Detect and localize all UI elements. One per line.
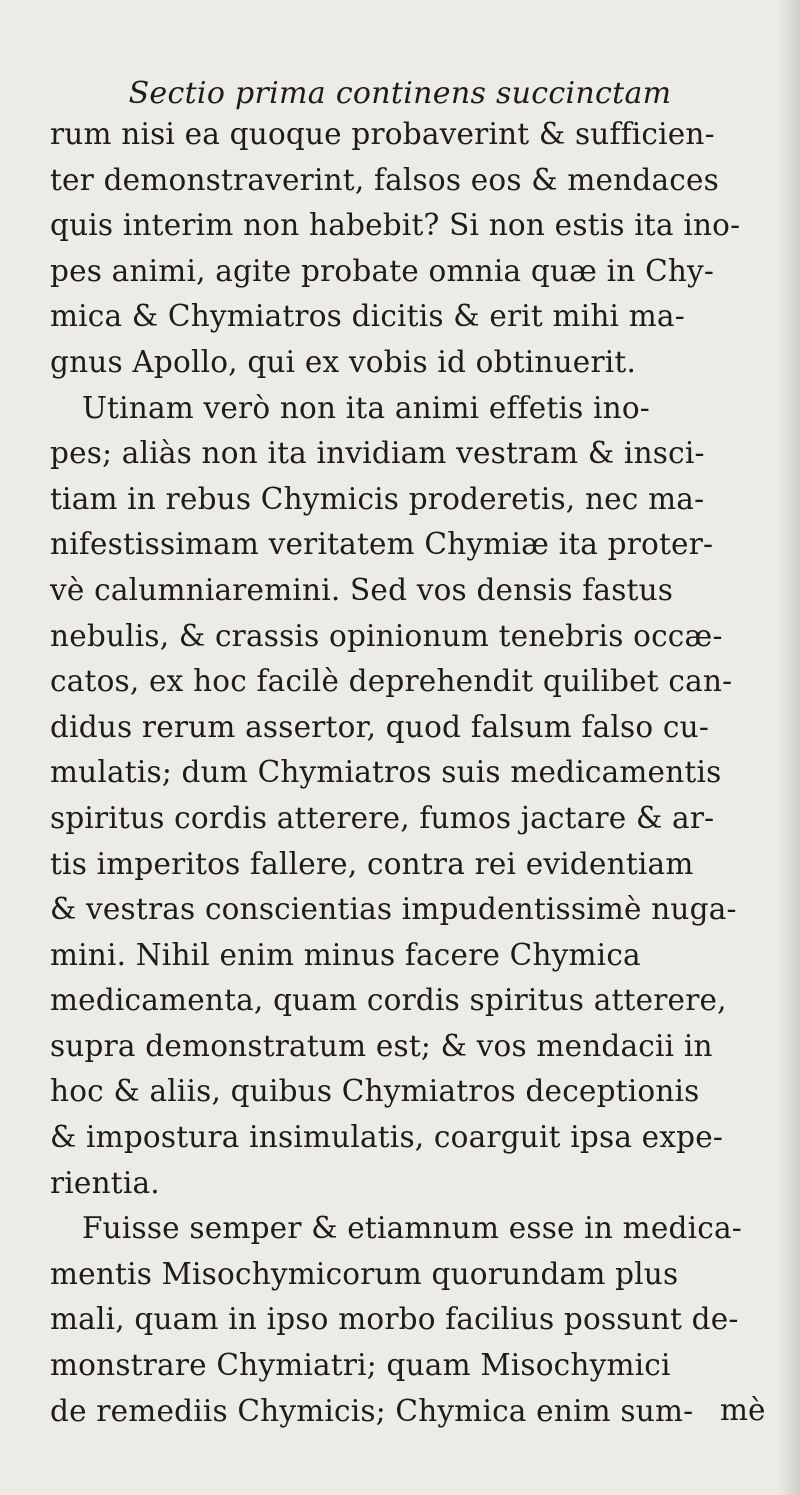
text-line: medicamenta, quam cordis spiritus atterere, — [50, 983, 727, 1018]
page-edge-shadow — [778, 0, 800, 1495]
text-line: Fuisse semper & etiamnum esse in medica- — [82, 1211, 742, 1246]
text-line: tiam in rebus Chymicis proderetis, nec ma- — [50, 481, 705, 516]
catchword: mè — [720, 1393, 766, 1427]
text-line: didus rerum assertor, quod falsum falso cu- — [50, 709, 710, 744]
text-line: mulatis; dum Chymiatros suis medicamentis — [50, 755, 722, 790]
text-line: & vestras conscientias impudentissimè nuga- — [50, 892, 737, 927]
text-line: mentis Misochymicorum quorundam plus — [50, 1256, 679, 1291]
text-line: spiritus cordis atterere, fumos jactare & ar- — [50, 800, 715, 835]
text-line: Utinam verò non ita animi effetis ino- — [82, 390, 650, 425]
text-line: rum nisi ea quoque probaverint & sufficien- — [50, 117, 715, 151]
text-line: hoc & aliis, quibus Chymiatros deceptionis — [50, 1074, 700, 1109]
text-line: pes animi, agite probate omnia quæ in Chy- — [50, 253, 715, 288]
text-line: nifestissimam veritatem Chymiæ ita proter- — [50, 527, 714, 562]
text-line: mica & Chymiatros dicitis & erit mihi ma- — [50, 299, 685, 334]
text-line: vè calumniaremini. Sed vos densis fastus — [50, 572, 674, 607]
text-line: rientia. — [50, 1165, 160, 1200]
text-line: catos, ex hoc facilè deprehendit quilibet can- — [50, 664, 733, 699]
text-line: mini. Nihil enim minus facere Chymica — [50, 937, 641, 972]
text-line: de remediis Chymicis; Chymica enim sum- — [50, 1393, 694, 1428]
text-line: quis interim non habebit? Si non estis ita ino- — [50, 208, 741, 243]
body-text — [50, 112, 780, 1434]
text-line: tis imperitos fallere, contra rei evidentiam — [50, 846, 694, 881]
text-line: pes; aliàs non ita invidiam vestram & insci- — [50, 436, 705, 471]
text-line: monstrare Chymiatri; quam Misochymici — [50, 1348, 671, 1383]
text-line: supra demonstratum est; & vos mendacii in — [50, 1028, 713, 1063]
text-line: nebulis, & crassis opinionum tenebris occæ- — [50, 618, 723, 653]
text-line: ter demonstraverint, falsos eos & mendaces — [50, 162, 719, 197]
text-line: gnus Apollo, qui ex vobis id obtinuerit. — [50, 344, 637, 379]
running-head: Sectio prima continens succinctam — [128, 76, 672, 111]
text-line: mali, quam in ipso morbo facilius possunt de- — [50, 1302, 739, 1337]
text-line: & impostura insimulatis, coarguit ipsa expe- — [50, 1120, 724, 1155]
